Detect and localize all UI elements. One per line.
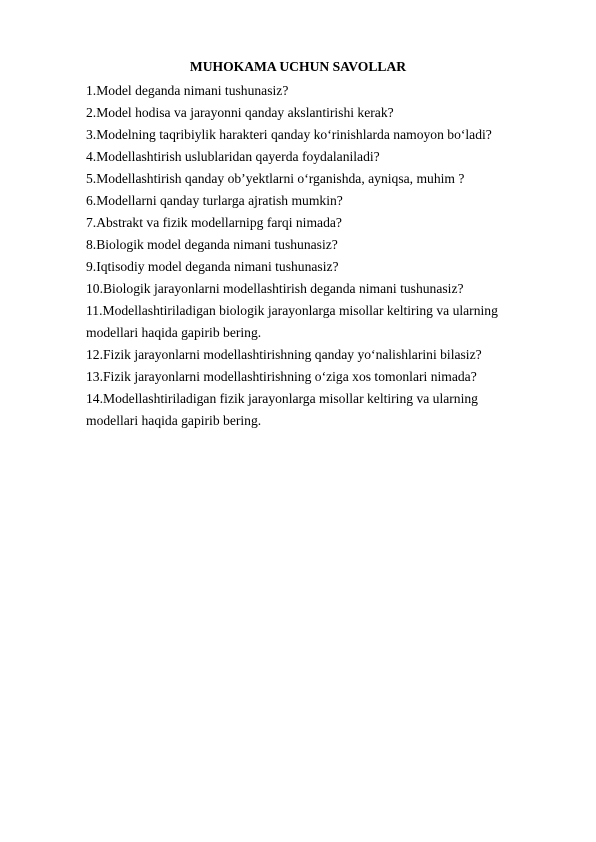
question-line-continuation: modellari haqida gapirib bering. — [86, 325, 262, 340]
question-line: 2.Model hodisa va jarayonni qanday akslantirishi kerak? — [86, 105, 394, 120]
question-line: 3.Modelning taqribiylik harakteri qanday ko‘rinishlarda namoyon bo‘ladi? — [86, 127, 492, 142]
question-line: 9.Iqtisodiy model deganda nimani tushunasiz? — [86, 259, 339, 274]
question-line: 12.Fizik jarayonlarni modellashtirishning qanday yo‘nalishlarini bilasiz? — [86, 347, 482, 362]
question-line: 7.Abstrakt va fizik modellarnipg farqi nimada? — [86, 215, 342, 230]
question-line-continuation: modellari haqida gapirib bering. — [86, 413, 262, 428]
question-line: 1.Model deganda nimani tushunasiz? — [86, 83, 289, 98]
question-line: 4.Modellashtirish uslublaridan qayerda foydalaniladi? — [86, 149, 380, 164]
question-line: 10.Biologik jarayonlarni modellashtirish deganda nimani tushunasiz? — [86, 281, 464, 296]
question-line: 5.Modellashtirish qanday ob’yektlarni o‘rganishda, ayniqsa, muhim ? — [86, 171, 465, 186]
question-line: 6.Modellarni qanday turlarga ajratish mumkin? — [86, 193, 343, 208]
question-line: 8.Biologik model deganda nimani tushunasiz? — [86, 237, 338, 252]
question-list — [86, 80, 526, 432]
question-line: 14.Modellashtiriladigan fizik jarayonlarga misollar keltiring va ularning — [86, 391, 478, 406]
question-line: 11.Modellashtiriladigan biologik jarayonlarga misollar keltiring va ularning — [86, 303, 498, 318]
question-line: 13.Fizik jarayonlarni modellashtirishning o‘ziga xos tomonlari nimada? — [86, 369, 477, 384]
page-title: MUHOKAMA UCHUN SAVOLLAR — [189, 59, 407, 74]
